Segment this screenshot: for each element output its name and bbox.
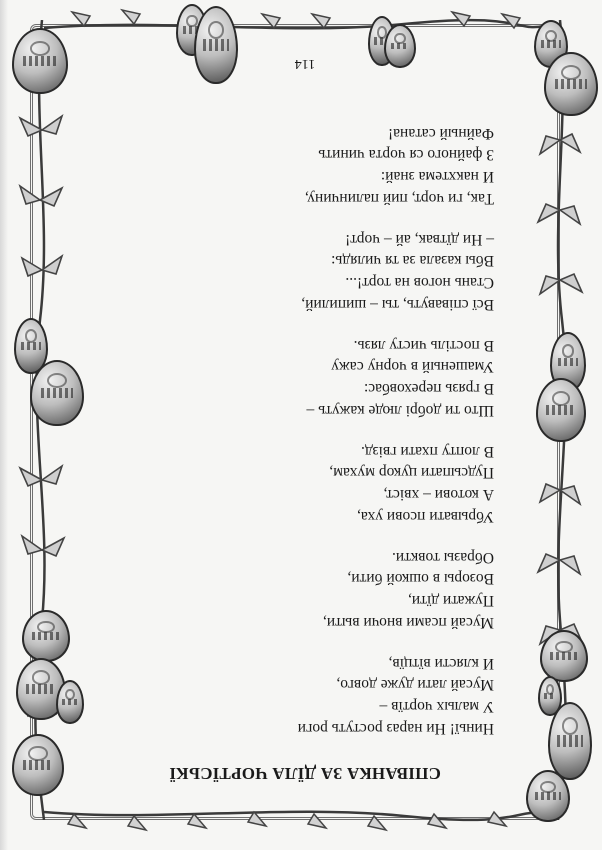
stanza (114, 228, 494, 315)
stanza (114, 334, 494, 421)
poem-title: СПІВАНКА ЗА ДЇЛА ЧОРТЇСЬКЇ (169, 764, 441, 783)
poem-line: И клясти вїтцїв, (388, 654, 494, 672)
poem-line: В постіль чисту лязь. (353, 336, 494, 354)
poem-line: З файного ся чорта чинить (318, 146, 494, 164)
poem-line: У малых чортїв – (379, 698, 494, 716)
easter-egg-ornament (12, 734, 64, 796)
page-binding-shadow (0, 0, 8, 850)
top-vine-ornament (44, 6, 544, 46)
poem-line: Возоры в ошкой бити, (347, 570, 494, 588)
easter-egg-ornament (536, 378, 586, 442)
poem-line: Пужати дїти, (407, 592, 494, 610)
page-number: 114 (294, 56, 316, 71)
poem-line: Всї співавуть, ты – шипилий, (301, 296, 494, 313)
poem-line: Образы товкти. (391, 548, 494, 566)
bottom-vine-ornament (44, 794, 544, 834)
stanza (114, 652, 494, 739)
poem-line: Вбы казала за тя чилядь: (331, 252, 494, 270)
stanza (114, 440, 494, 527)
easter-egg-ornament (544, 52, 598, 116)
poem-line: Што ти добрі люде кажуть – (306, 402, 494, 419)
easter-egg-ornament (30, 360, 84, 426)
easter-egg-ornament (548, 702, 592, 780)
poem-line: Мусай лати дуже довго, (336, 676, 494, 694)
easter-egg-ornament (526, 770, 570, 822)
poem-line: Мусай псами вночи выти, (322, 614, 494, 631)
easter-egg-ornament (56, 680, 84, 724)
poem-line: – Ни дїтвак, ай – чорт! (345, 230, 494, 248)
poem-line: Пудсыпати цукор мухам, (329, 464, 494, 482)
easter-egg-ornament (22, 610, 70, 662)
stanza (114, 122, 494, 209)
poem-line: Так, ги чорт, пий палинчину, (304, 190, 494, 207)
poem-line: Убрывати псови уха, (356, 508, 494, 525)
poem-line: Умашеный в чорну сажу (331, 358, 494, 376)
easter-egg-ornament (540, 630, 588, 682)
poem-line: В грязь переховбас: (363, 380, 494, 398)
stanza (114, 546, 494, 633)
poem-line: А котови – хвіст, (383, 486, 494, 504)
poem-line: Ниньї! Ни нараз ростуть роги (297, 720, 494, 737)
poem-line: И накхтема знай: (380, 168, 494, 186)
easter-egg-ornament (12, 28, 68, 94)
poem-block (90, 48, 520, 783)
poem-line: Стань ногов на торт!... (345, 274, 494, 292)
poem-line: Файный сатана! (387, 124, 494, 142)
poem-line: В лопту пхати гвізд. (360, 442, 494, 460)
